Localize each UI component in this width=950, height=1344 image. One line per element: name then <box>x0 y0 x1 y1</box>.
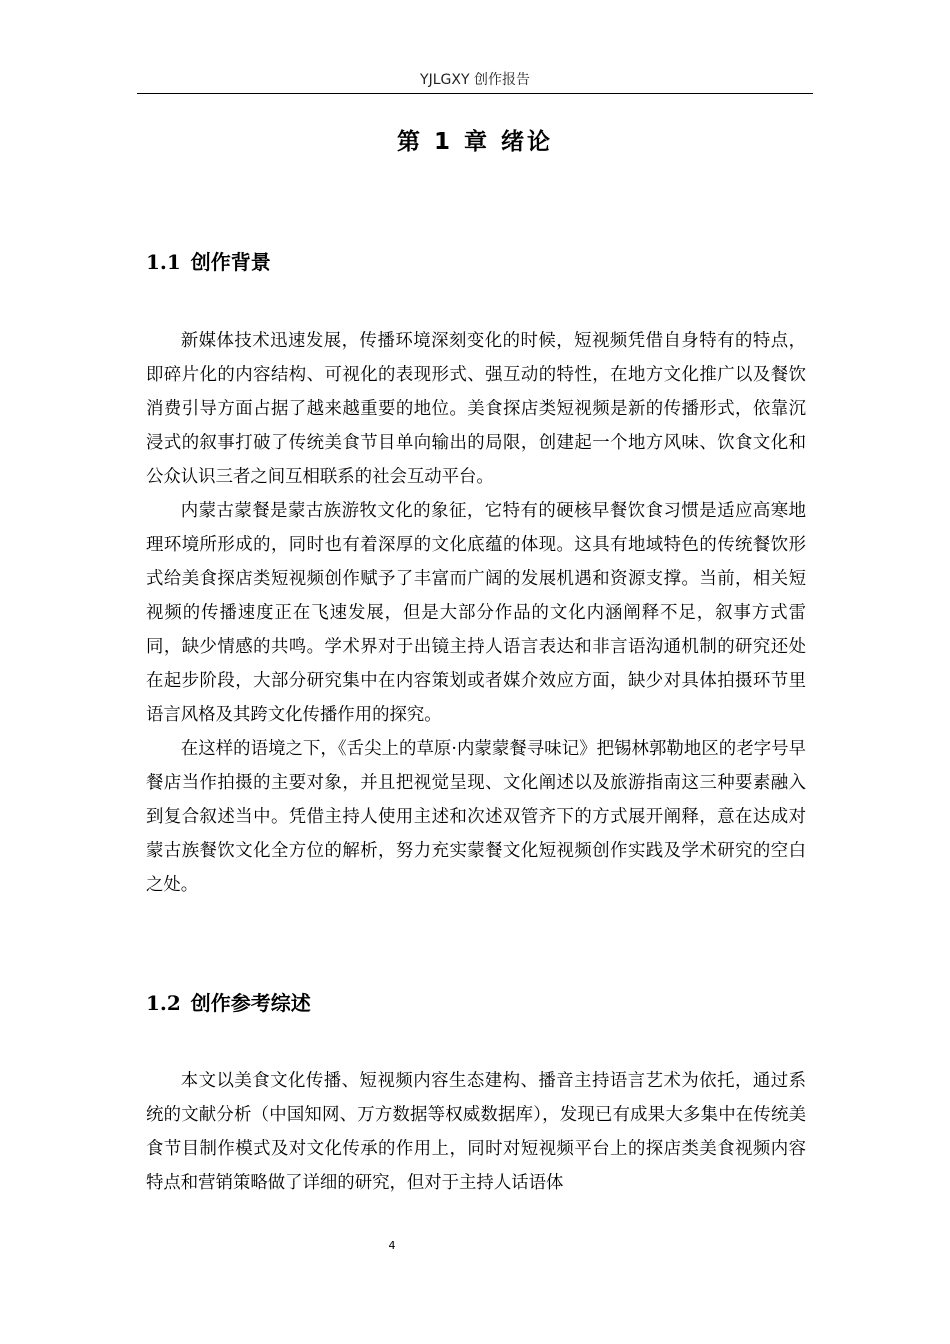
section-number: 1.1 <box>146 250 181 274</box>
header-divider <box>137 93 813 94</box>
page-header: YJLGXY 创作报告 <box>420 72 530 88</box>
paragraph: 本文以美食文化传播、短视频内容生态建构、播音主持语言艺术为依托，通过系统的文献分析（中国知网、万方数据等权威数据库），发现已有成果大多集中在传统美食节目制作模式及对文化传承的作用上，同时对短视频平台上的探店类美食视频内容特点和营销策略做了详细的研究，但对于主持人话语体 <box>146 1071 806 1193</box>
page-number: 4 <box>388 1239 396 1252</box>
section-heading-1-2 <box>146 987 311 1019</box>
section-number: 1.2 <box>146 991 181 1015</box>
chapter-title: 第 1 章 绪论 <box>396 129 554 155</box>
section-1-2-body <box>146 1064 806 1200</box>
section-heading-1-1 <box>146 246 271 278</box>
paragraph: 新媒体技术迅速发展，传播环境深刻变化的时候，短视频凭借自身特有的特点，即碎片化的内容结构、可视化的表现形式、强互动的特性，在地方文化推广以及餐饮消费引导方面占据了越来越重要的地位。美食探店类短视频是新的传播形式，依靠沉浸式的叙事打破了传统美食节目单向输出的局限，创建起一个地方风味、饮食文化和公众认识三者之间互相联系的社会互动平台。 <box>146 331 806 487</box>
section-title-text: 创作参考综述 <box>190 991 311 1015</box>
paragraph: 内蒙古蒙餐是蒙古族游牧文化的象征，它特有的硬核早餐饮食习惯是适应高寒地理环境所形成的，同时也有着深厚的文化底蕴的体现。这具有地域特色的传统餐饮形式给美食探店类短视频创作赋予了丰富而广阔的发展机遇和资源支撑。当前，相关短视频的传播速度正在飞速发展，但是大部分作品的文化内涵阐释不足，叙事方式雷同，缺少情感的共鸣。学术界对于出镜主持人语言表达和非言语沟通机制的研究还处在起步阶段，大部分研究集中在内容策划或者媒介效应方面，缺少对具体拍摄环节里语言风格及其跨文化传播作用的探究。 <box>146 501 806 725</box>
paragraph: 在这样的语境之下，《舌尖上的草原·内蒙蒙餐寻味记》把锡林郭勒地区的老字号早餐店当作拍摄的主要对象，并且把视觉呈现、文化阐述以及旅游指南这三种要素融入到复合叙述当中。凭借主持人使用主述和次述双管齐下的方式展开阐释，意在达成对蒙古族餐饮文化全方位的解析，努力充实蒙餐文化短视频创作实践及学术研究的空白之处。 <box>146 739 806 895</box>
section-1-1-body <box>146 324 806 902</box>
section-title-text: 创作背景 <box>190 250 271 274</box>
